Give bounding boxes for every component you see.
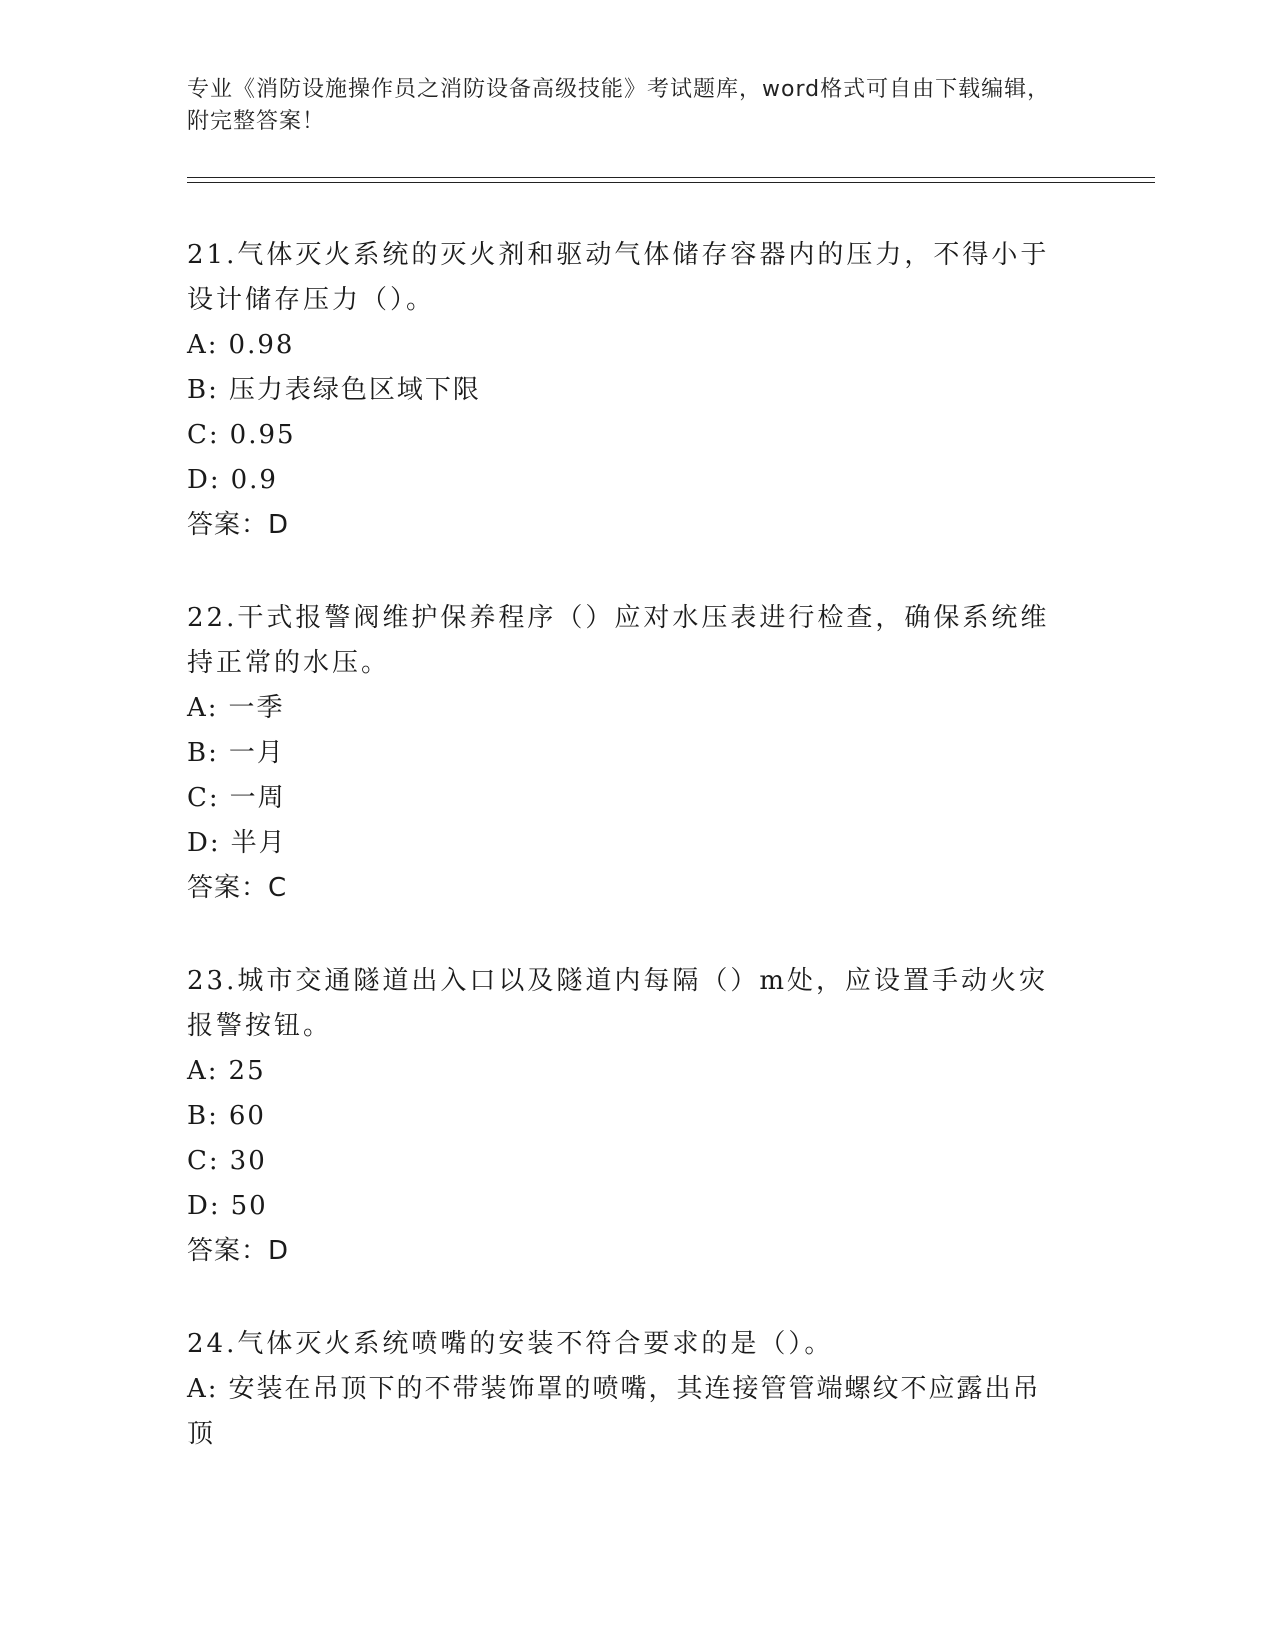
option-letter: A:: [187, 1374, 219, 1404]
option-d: [187, 458, 1067, 503]
option-c: [187, 776, 1067, 821]
question-22: [187, 596, 1067, 911]
option-letter: D:: [187, 1191, 221, 1221]
option-b: [187, 731, 1067, 776]
option-text: 半月: [230, 828, 287, 858]
option-letter: C:: [187, 420, 220, 450]
option-letter: A:: [187, 330, 219, 360]
question-stem: 22.干式报警阀维护保养程序（）应对水压表进行检查，确保系统维持正常的水压。: [187, 603, 1050, 678]
option-b: [187, 1094, 1067, 1139]
option-text: 0.98: [228, 330, 295, 360]
answer-key: 答案：C: [187, 873, 288, 903]
option-c: [187, 1139, 1067, 1184]
option-a: [187, 686, 1067, 731]
option-letter: A:: [187, 693, 219, 723]
question-stem: 23.城市交通隧道出入口以及隧道内每隔（）m处，应设置手动火灾报警按钮。: [187, 966, 1049, 1041]
option-letter: D:: [187, 828, 221, 858]
option-letter: D:: [187, 465, 221, 495]
option-a: [187, 323, 1067, 368]
option-letter: B:: [187, 738, 219, 768]
option-letter: A:: [187, 1056, 219, 1086]
option-text: 一周: [229, 783, 286, 813]
header-divider-bottom: [187, 182, 1155, 183]
option-text: 0.9: [230, 465, 278, 495]
option-c: [187, 413, 1067, 458]
option-letter: B:: [187, 375, 219, 405]
option-text: 一季: [228, 693, 285, 723]
option-text: 30: [229, 1146, 267, 1176]
option-text: 压力表绿色区域下限: [228, 375, 481, 405]
answer-key: 答案：D: [187, 1236, 290, 1266]
option-letter: C:: [187, 783, 220, 813]
question-stem: 24.气体灭火系统喷嘴的安装不符合要求的是（）。: [187, 1329, 834, 1359]
header-divider-top: [187, 177, 1155, 178]
option-text: 25: [228, 1056, 266, 1086]
document-header: 专业《消防设施操作员之消防设备高级技能》考试题库，word格式可自由下载编辑，附完整答案！: [187, 77, 1051, 134]
option-letter: C:: [187, 1146, 220, 1176]
option-a: [187, 1049, 1067, 1094]
option-letter: B:: [187, 1101, 219, 1131]
option-d: [187, 1184, 1067, 1229]
option-b: [187, 368, 1067, 413]
option-text: 50: [230, 1191, 268, 1221]
question-23: [187, 959, 1067, 1274]
option-a: [187, 1367, 1067, 1457]
answer-key: 答案：D: [187, 510, 290, 540]
question-24: [187, 1322, 1067, 1457]
option-d: [187, 821, 1067, 866]
option-text: 安装在吊顶下的不带装饰罩的喷嘴，其连接管管端螺纹不应露出吊顶: [187, 1374, 1041, 1449]
option-text: 0.95: [229, 420, 296, 450]
question-stem: 21.气体灭火系统的灭火剂和驱动气体储存容器内的压力，不得小于设计储存压力（）。: [187, 240, 1050, 315]
option-text: 60: [228, 1101, 266, 1131]
question-21: [187, 233, 1067, 548]
option-text: 一月: [228, 738, 285, 768]
